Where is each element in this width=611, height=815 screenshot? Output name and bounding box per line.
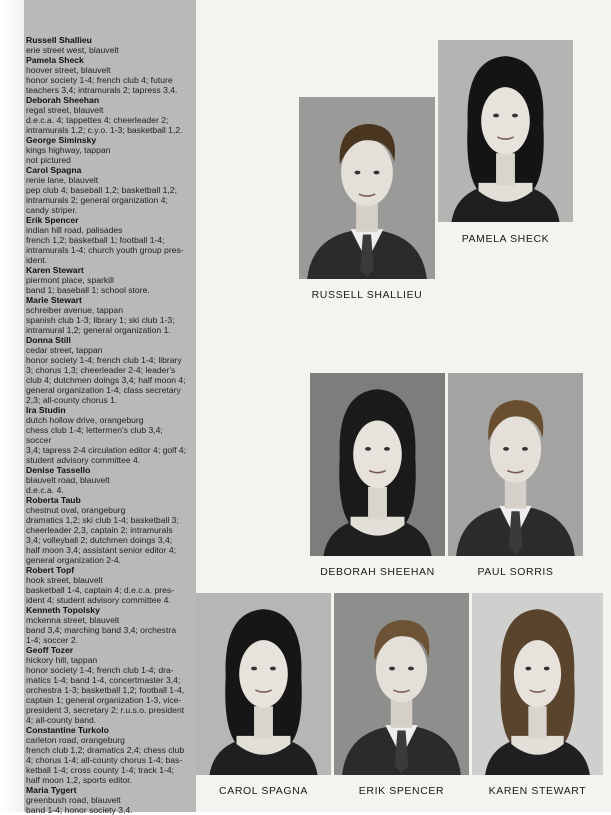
student-detail-line: erie street west, blauvelt [26, 45, 119, 55]
portrait-photo [310, 373, 445, 556]
student-name: Karen Stewart [26, 265, 84, 275]
student-name: Robert Topf [26, 565, 75, 575]
student-detail-line: hoover street, blauvelt [26, 65, 111, 75]
portrait-image [438, 40, 573, 222]
student-detail-line: band 1; baseball 1; school store. [26, 285, 150, 295]
student-detail-line: d.e.c.a. 4; tappettes 4; cheerleader 2; [26, 115, 169, 125]
student-detail-line: intramurals 1-4; church youth group pres- [26, 245, 184, 255]
student-name: Marie Stewart [26, 295, 82, 305]
student-detail-line: club 4; dutchmen doings 3,4; half moon 4; [26, 375, 186, 385]
portrait-caption: PAMELA SHECK [461, 233, 550, 245]
student-name: Erik Spencer [26, 215, 79, 225]
student-name: Russell Shallieu [26, 35, 92, 45]
student-name: George Siminsky [26, 135, 97, 145]
student-detail-line: renie lane, blauvelt [26, 175, 99, 185]
student-entry [26, 785, 190, 815]
portrait-photo [448, 373, 583, 556]
portrait-caption: RUSSELL SHALLIEU [311, 289, 423, 301]
student-detail-line: ketball 1-4; cross county 1-4; track 1-4; [26, 765, 175, 775]
student-name: Geoff Tozer [26, 645, 74, 655]
student-detail-line: honor society 1-4; french club 4; future [26, 75, 173, 85]
student-detail-line: french 1,2; basketball 1; football 1-4; [26, 235, 165, 245]
student-detail-line: half moon 3,4; assistant senior editor 4; [26, 545, 176, 555]
student-detail-line: ident. [26, 255, 48, 265]
portrait-image [310, 373, 445, 556]
student-detail-line: kings highway, tappan [26, 145, 111, 155]
portrait-image [196, 593, 331, 775]
portrait-image [472, 593, 603, 775]
portrait-photo [299, 97, 435, 279]
student-detail-line: not pictured [26, 155, 71, 165]
student-detail-line: intramurals 2; general organization 4; [26, 195, 168, 205]
student-detail-line: cheerleader 2,3, captain 2; intramurals [26, 525, 173, 535]
student-entry [26, 165, 190, 215]
student-detail-line: carleton road, orangeburg [26, 735, 125, 745]
student-detail-line: mckenna street, blauvelt [26, 615, 120, 625]
student-detail-line: teachers 3,4; intramurals 2; tapress 3,4. [26, 85, 178, 95]
student-detail-line: regal street, blauvelt [26, 105, 104, 115]
portrait-photo [438, 40, 573, 222]
portrait-photo [472, 593, 603, 775]
student-entry [26, 265, 190, 295]
student-detail-line: student advisory committee 4. [26, 455, 141, 465]
student-detail-line: 4; chorus 1-4; all-county chorus 1-4; bas- [26, 755, 183, 765]
student-detail-line: schreiber avenue, tappan [26, 305, 123, 315]
student-directory [24, 0, 196, 815]
student-detail-line: pep club 4; baseball 1,2; basketball 1,2; [26, 185, 177, 195]
student-detail-line: 3; chorus 1,3; cheerleader 2-4; leader's [26, 365, 176, 375]
portrait-caption: CAROL SPAGNA [219, 785, 308, 797]
student-detail-line: chess club 1-4; lettermen's club 3,4; soccer [26, 425, 163, 445]
student-detail-line: piermont place, sparkill [26, 275, 114, 285]
student-detail-line: half moon 1,2, sports editor. [26, 775, 133, 785]
student-detail-line: orchestra 1-3; basketball 1,2; football 1-4, [26, 685, 185, 695]
student-entry [26, 335, 190, 405]
student-detail-line: band 1-4; honor society 3,4. [26, 805, 133, 815]
student-name: Denise Tassello [26, 465, 91, 475]
portrait-caption: ERIK SPENCER [358, 785, 445, 797]
portrait-image [448, 373, 583, 556]
portrait-photo [334, 593, 469, 775]
student-entry [26, 35, 190, 55]
student-entry [26, 405, 190, 465]
student-detail-line: captain 1; general organization 1-3, vice- [26, 695, 182, 705]
student-entry [26, 495, 190, 565]
student-detail-line: general organization 1-4; class secretary [26, 385, 181, 395]
student-detail-line: dramatics 1,2; ski club 1-4; basketball 3; [26, 515, 179, 525]
student-entry [26, 605, 190, 645]
student-detail-line: hickory hill, tappan [26, 655, 98, 665]
student-detail-line: general organization 2-4. [26, 555, 122, 565]
student-entry [26, 725, 190, 785]
portrait-caption: PAUL SORRIS [477, 566, 554, 578]
student-detail-line: ident 4; student advisory committee 4. [26, 595, 171, 605]
student-detail-line: intramural 1,2; general organization 1. [26, 325, 171, 335]
portrait-area [196, 0, 611, 812]
student-entry [26, 215, 190, 265]
student-detail-line: 3,4; volleyball 2; dutchmen doings 3,4; [26, 535, 173, 545]
student-detail-line: matics 1-4; band 1-4, concertmaster 3,4; [26, 675, 181, 685]
student-entry [26, 95, 190, 135]
student-detail-line: 1-4; soccer 2. [26, 635, 79, 645]
student-entry [26, 55, 190, 95]
student-name: Donna Still [26, 335, 71, 345]
student-name: Carol Spagna [26, 165, 82, 175]
student-detail-line: cedar street, tappan [26, 345, 103, 355]
student-detail-line: chestnut oval, orangeburg [26, 505, 126, 515]
student-entry [26, 135, 190, 165]
student-entry [26, 465, 190, 495]
student-name: Maria Tygert [26, 785, 77, 795]
student-detail-line: blauvelt road, blauvelt [26, 475, 110, 485]
student-detail-line: band 3,4; marching band 3,4; orchestra [26, 625, 177, 635]
student-detail-line: spanish club 1-3; library 1; ski club 1-3; [26, 315, 175, 325]
student-name: Ira Studin [26, 405, 66, 415]
student-name: Deborah Sheehan [26, 95, 100, 105]
portrait-caption: DEBORAH SHEEHAN [320, 566, 435, 578]
student-detail-line: hook street, blauvelt [26, 575, 103, 585]
student-detail-line: french club 1,2; dramatics 2,4; chess club [26, 745, 185, 755]
student-detail-line: candy striper. [26, 205, 78, 215]
portrait-caption: KAREN STEWART [488, 785, 587, 797]
student-detail-line: 2,3; all-county chorus 1. [26, 395, 118, 405]
student-name: Roberta Taub [26, 495, 81, 505]
student-entry [26, 295, 190, 335]
student-name: Kenneth Topolsky [26, 605, 100, 615]
student-detail-line: greenbush road, blauvelt [26, 795, 121, 805]
portrait-photo [196, 593, 331, 775]
student-detail-line: 4; all-county band. [26, 715, 97, 725]
student-detail-line: 3,4; tapress 2-4 circulation editor 4; golf 4; [26, 445, 187, 455]
student-name: Pamela Sheck [26, 55, 84, 65]
student-entry [26, 645, 190, 725]
student-detail-line: d.e.c.a. 4. [26, 485, 64, 495]
student-detail-line: president 3, secretary 2; r.u.s.o. president [26, 705, 185, 715]
student-name: Constantine Turkolo [26, 725, 109, 735]
student-detail-line: honor society 1-4; french club 1-4; library [26, 355, 182, 365]
student-detail-line: dutch hollow drive, orangeburg [26, 415, 144, 425]
portrait-image [334, 593, 469, 775]
portrait-image [299, 97, 435, 279]
student-detail-line: honor society 1-4; french club 1-4; dra- [26, 665, 174, 675]
student-detail-line: basketball 1-4, captain 4; d.e.c.a. pres- [26, 585, 175, 595]
student-detail-line: indian hill road, palisades [26, 225, 123, 235]
student-detail-line: intramurals 1,2; c.y.o. 1-3; basketball 1,2. [26, 125, 183, 135]
page-gutter [0, 0, 24, 812]
student-entry [26, 565, 190, 605]
